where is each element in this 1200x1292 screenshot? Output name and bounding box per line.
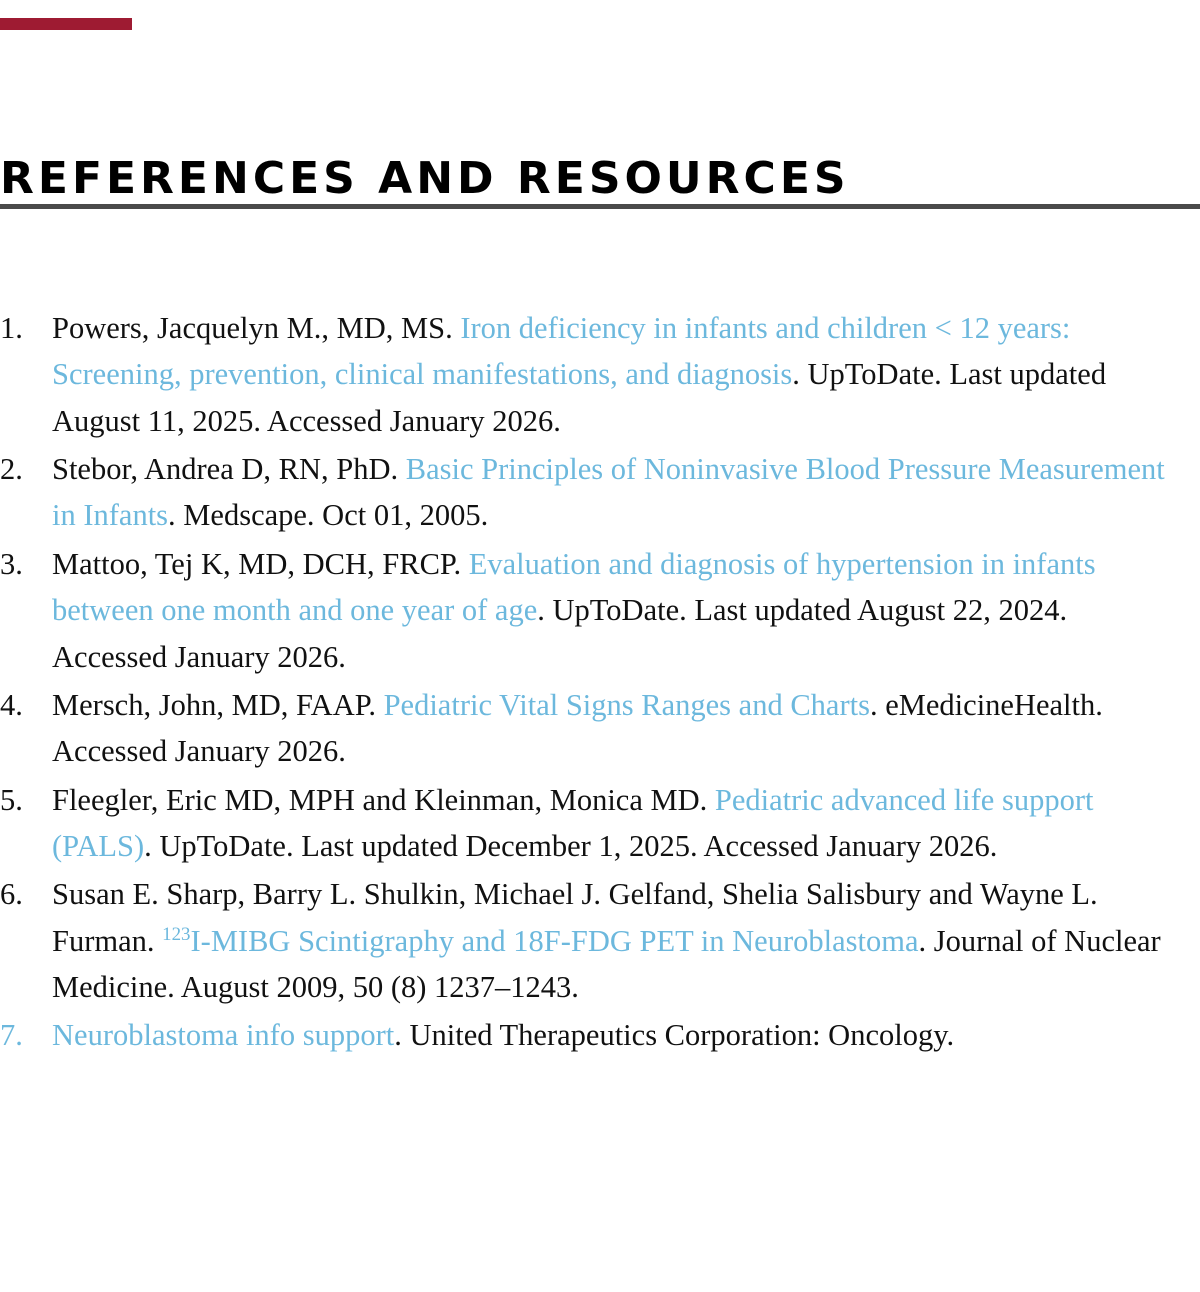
reference-link-text[interactable]: Neuroblastoma info support xyxy=(52,1018,395,1053)
reference-text: Fleegler, Eric MD, MPH and Kleinman, Monica MD. xyxy=(52,782,715,817)
reference-number: 5. xyxy=(0,782,23,817)
reference-item xyxy=(0,871,1185,1010)
reference-text: . Medscape. Oct 01, 2005. xyxy=(168,498,489,533)
accent-bar xyxy=(0,18,132,30)
reference-number: 6. xyxy=(0,877,23,912)
reference-link-text[interactable]: I-MIBG Scintigraphy and 18F-FDG PET in Neuroblastoma xyxy=(190,923,919,958)
reference-link-text[interactable]: Pediatric Vital Signs Ranges and Charts xyxy=(383,687,870,722)
reference-link-text[interactable]: Pediatric advanced life support (PALS) xyxy=(52,782,1094,863)
reference-text: . UpToDate. Last updated August 11, 2025. Accessed January 2026. xyxy=(52,357,1107,438)
reference-text: . eMedicineHealth. Accessed January 2026. xyxy=(52,687,1103,769)
reference-text: Stebor, Andrea D, RN, PhD. xyxy=(52,452,406,487)
reference-number: 2. xyxy=(0,452,23,487)
reference-text: . UpToDate. Last updated December 1, 2025. Accessed January 2026. xyxy=(144,828,998,863)
reference-text: Mattoo, Tej K, MD, DCH, FRCP. xyxy=(52,546,469,581)
reference-item xyxy=(0,541,1185,680)
reference-number: 4. xyxy=(0,687,23,722)
reference-text: Powers, Jacquelyn M., MD, MS. xyxy=(52,311,461,345)
reference-link-text[interactable]: Evaluation and diagnosis of hypertension in infants between one month and one year of age xyxy=(52,546,1096,628)
reference-number: 1. xyxy=(0,311,23,345)
references-list xyxy=(0,305,1185,1061)
reference-text: . UpToDate. Last updated August 22, 2024. Accessed January 2026. xyxy=(52,593,1068,674)
reference-item xyxy=(0,1012,1185,1058)
reference-text: Mersch, John, MD, FAAP. xyxy=(52,687,384,722)
reference-item xyxy=(0,777,1185,870)
reference-number: 7. xyxy=(0,1018,23,1053)
reference-link-text[interactable]: 123 xyxy=(162,923,191,945)
reference-number: 3. xyxy=(0,546,23,581)
page-title: REFERENCES AND RESOURCES xyxy=(0,153,850,205)
reference-link-text[interactable]: Basic Principles of Noninvasive Blood Pressure Measurement in Infants xyxy=(52,452,1165,533)
reference-link-text[interactable]: Iron deficiency in infants and children < 12 years: Screening, prevention, clinical manifestations, and diagnosis xyxy=(52,311,1071,392)
title-divider xyxy=(0,204,1200,209)
reference-text: Susan E. Sharp, Barry L. Shulkin, Michael J. Gelfand, Shelia Salisbury and Wayne L. Furman. xyxy=(52,877,1098,958)
reference-item xyxy=(0,682,1185,775)
reference-item xyxy=(0,305,1185,444)
reference-item xyxy=(0,446,1185,539)
reference-text: . Journal of Nuclear Medicine. August 2009, 50 (8) 1237–1243. xyxy=(52,923,1161,1005)
reference-text: . United Therapeutics Corporation: Oncology. xyxy=(394,1018,955,1053)
